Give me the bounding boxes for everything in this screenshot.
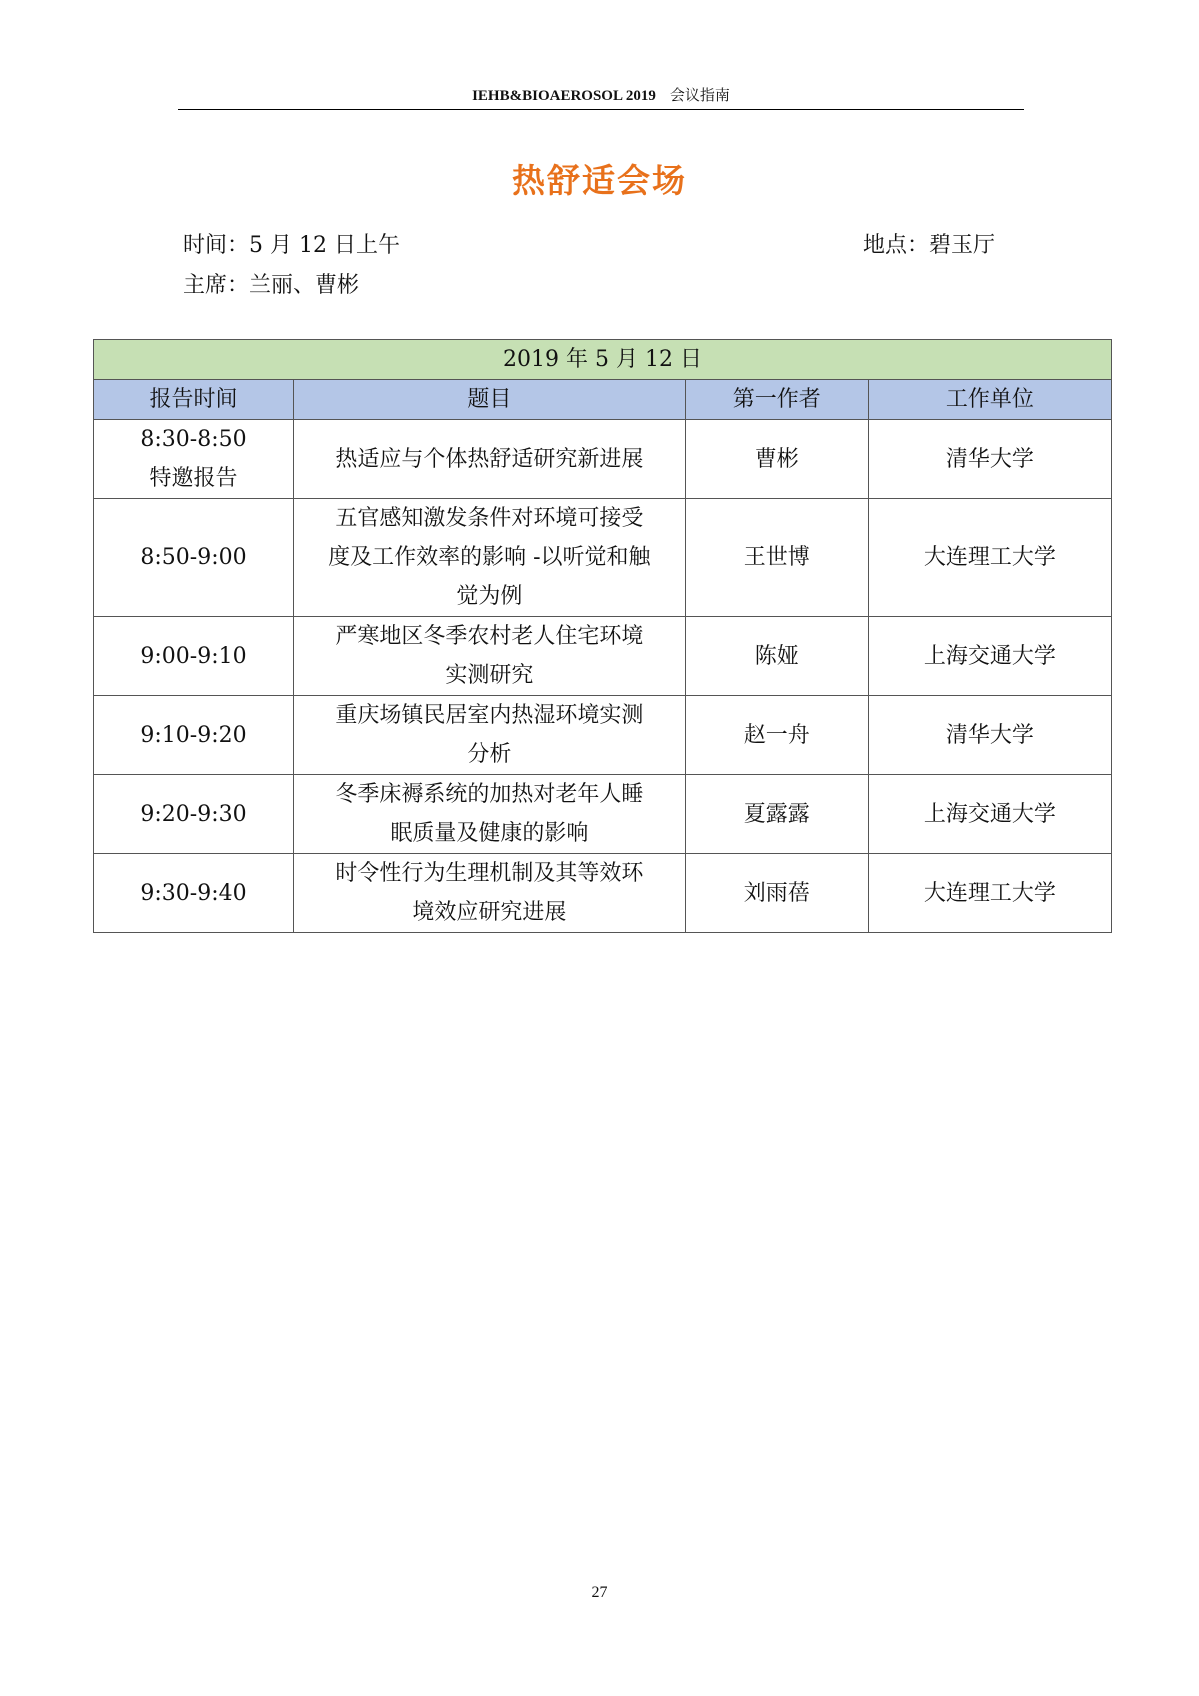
table-row (94, 696, 1112, 775)
session-chair: 主席：兰丽、曹彬 (183, 273, 360, 298)
table-header-row (94, 380, 1112, 420)
table-row (94, 617, 1112, 696)
cell-unit: 清华大学 (868, 696, 1111, 775)
report-title-line: 眠质量及健康的影响 (390, 821, 589, 846)
report-title-line: 度及工作效率的影响 -以听觉和触 (328, 545, 651, 570)
report-title-line: 觉为例 (456, 584, 523, 609)
report-title-line: 重庆场镇民居室内热湿环境实测 (335, 703, 644, 728)
session-place: 地点：碧玉厅 (863, 233, 996, 258)
report-time: 8:30-8:50 (140, 427, 247, 452)
session-title: 热舒适会场 (512, 161, 687, 200)
column-header-time: 报告时间 (94, 380, 294, 420)
cell-author: 刘雨蓓 (685, 854, 868, 933)
cell-unit: 清华大学 (868, 420, 1111, 499)
cell-title (294, 617, 686, 696)
report-title-line: 境效应研究进展 (412, 900, 567, 925)
table-row (94, 775, 1112, 854)
cell-title (294, 420, 686, 499)
header-title: IEHB&BIOAEROSOL 2019 (472, 88, 656, 104)
report-title-line: 五官感知激发条件对环境可接受 (335, 506, 644, 531)
cell-title (294, 696, 686, 775)
cell-unit: 上海交通大学 (868, 775, 1111, 854)
cell-unit: 大连理工大学 (868, 499, 1111, 617)
cell-author: 王世博 (685, 499, 868, 617)
report-title-line: 实测研究 (445, 663, 534, 688)
report-title-line: 热适应与个体热舒适研究新进展 (335, 446, 644, 472)
header-subtitle: 会议指南 (669, 88, 730, 104)
report-time-note: 特邀报告 (149, 466, 238, 491)
cell-time: 9:20-9:30 (94, 775, 294, 854)
cell-time (94, 420, 294, 499)
cell-time: 9:10-9:20 (94, 696, 294, 775)
table-date: 2019 年 5 月 12 日 (94, 340, 1112, 380)
running-header (178, 84, 1024, 108)
cell-author: 赵一舟 (685, 696, 868, 775)
session-time: 时间：5 月 12 日上午 (183, 233, 400, 258)
cell-time: 9:00-9:10 (94, 617, 294, 696)
table-row (94, 854, 1112, 933)
cell-time: 9:30-9:40 (94, 854, 294, 933)
column-header-title: 题目 (294, 380, 686, 420)
column-header-unit: 工作单位 (868, 380, 1111, 420)
cell-title (294, 499, 686, 617)
cell-time: 8:50-9:00 (94, 499, 294, 617)
table-row (94, 499, 1112, 617)
schedule-table (93, 339, 1112, 933)
report-title-line: 严寒地区冬季农村老人住宅环境 (335, 624, 644, 649)
report-title-line: 时令性行为生理机制及其等效环 (335, 861, 644, 886)
table-row (94, 420, 1112, 499)
table-date-row (94, 340, 1112, 380)
cell-title (294, 775, 686, 854)
page-number: 27 (591, 1584, 608, 1601)
cell-author: 夏露露 (685, 775, 868, 854)
cell-author: 曹彬 (685, 420, 868, 499)
header-divider (178, 109, 1024, 110)
cell-author: 陈娅 (685, 617, 868, 696)
cell-unit: 大连理工大学 (868, 854, 1111, 933)
cell-title (294, 854, 686, 933)
report-title-line: 冬季床褥系统的加热对老年人睡 (335, 782, 644, 807)
column-header-author: 第一作者 (685, 380, 868, 420)
report-title-line: 分析 (467, 742, 512, 767)
cell-unit: 上海交通大学 (868, 617, 1111, 696)
